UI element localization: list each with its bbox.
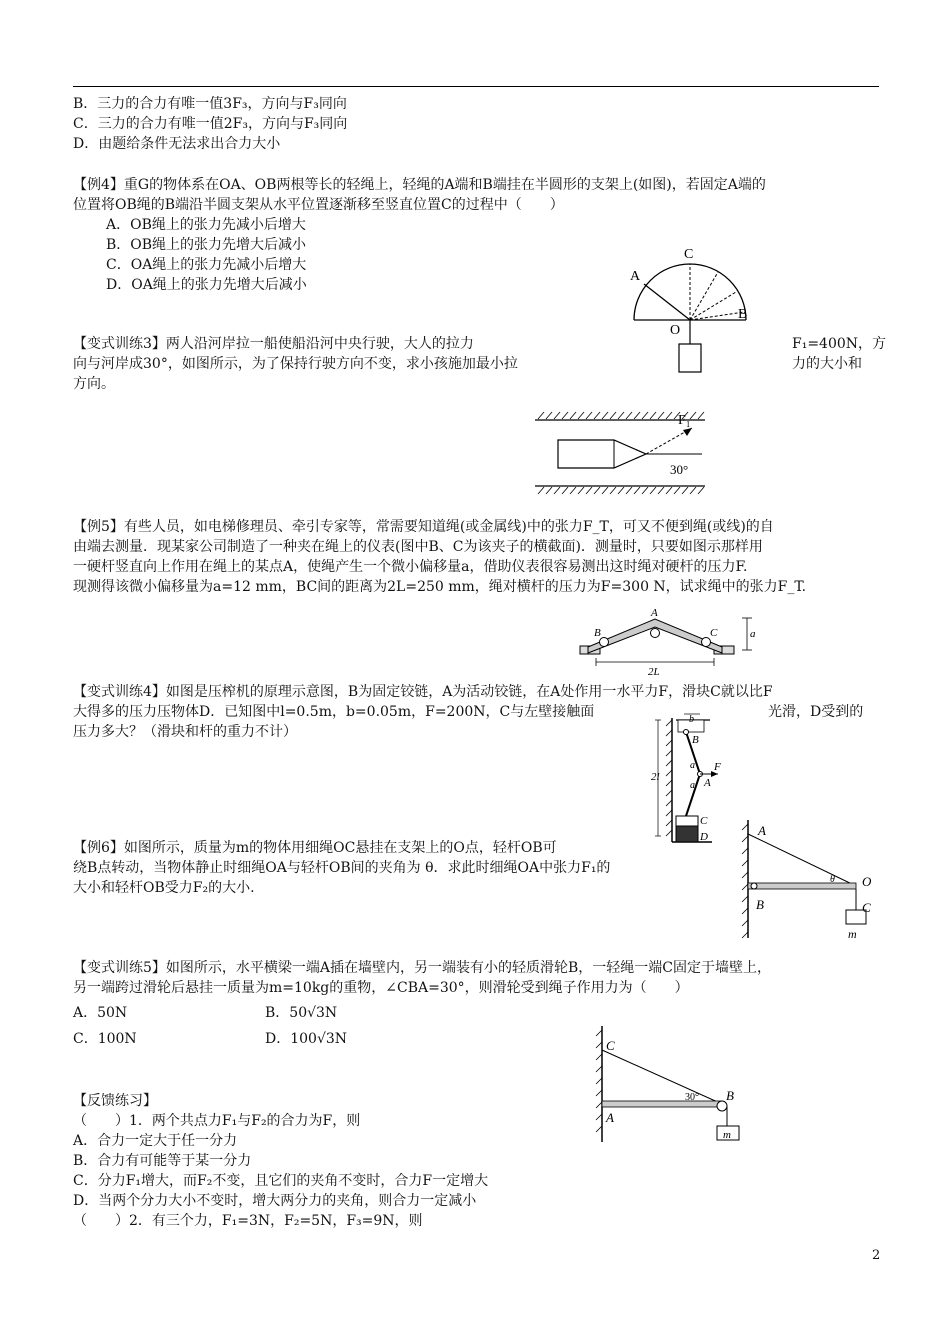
pulley-beam-figure bbox=[590, 1022, 760, 1146]
label-a-dim-1: a bbox=[690, 760, 695, 771]
feedback-q1-option-a: A．合力一定大于任一分力 bbox=[73, 1133, 238, 1149]
feedback-q1-option-d: D．当两个分力大小不变时，增大两分力的夹角，则合力一定减小 bbox=[73, 1193, 477, 1209]
var5-option-d: D．100√3N bbox=[265, 1031, 348, 1047]
label-a-dim-2: a bbox=[690, 780, 695, 791]
label-2l: 2L bbox=[648, 666, 660, 678]
label-c-slider: C bbox=[700, 815, 708, 827]
label-b-dim: b bbox=[689, 714, 694, 725]
feedback-title: 【反馈练习】 bbox=[73, 1093, 157, 1109]
label-a: A bbox=[630, 269, 641, 284]
feedback-q2: （ ）2．有三个力，F₁=3N，F₂=5N，F₃=9N，则 bbox=[73, 1213, 423, 1229]
label-c: C bbox=[862, 900, 871, 915]
label-angle-30: 30° bbox=[670, 462, 689, 477]
var4-line3: 压力多大？（滑块和杆的重力不计） bbox=[73, 724, 297, 740]
ex4-option-a: A．OB绳上的张力先减小后增大 bbox=[106, 217, 306, 233]
ex5-line3: 一硬杆竖直向上作用在绳上的某点A，使绳产生一个微小偏移量a，借助仪表很容易测出这时绳对硬杆的压力F. bbox=[73, 559, 748, 575]
var5-option-a: A．50N bbox=[73, 1005, 128, 1021]
ex4-stem-line1: 【例4】重G的物体系在OA、OB两根等长的轻绳上，轻绳的A端和B端挂在半圆形的支架上(如图)，若固定A端的 bbox=[73, 177, 766, 193]
var4-line1: 【变式训练4】如图是压榨机的原理示意图，B为固定铰链，A为活动铰链，在A处作用一水平力F，滑块C就以比F bbox=[73, 684, 773, 700]
label-b: B bbox=[738, 307, 748, 322]
label-theta: θ bbox=[830, 874, 835, 885]
header-rule bbox=[73, 86, 879, 87]
feedback-q1-option-b: B．合力有可能等于某一分力 bbox=[73, 1153, 252, 1169]
var3-line1b: F₁=400N，方 bbox=[792, 336, 887, 352]
label-c: C bbox=[606, 1038, 615, 1053]
var3-line3: 方向。 bbox=[73, 376, 115, 392]
var3-line2b: 力的大小和 bbox=[792, 356, 862, 372]
ex5-line2: 由端去测量．现某家公司制造了一种夹在绳上的仪表(图中B、C为该夹子的横截面)．测量时，只要如图示那样用 bbox=[73, 539, 763, 555]
page-number: 2 bbox=[872, 1248, 881, 1263]
ex5-line4: 现测得该微小偏移量为a=12 mm，BC间的距离为2L=250 mm，绳对横杆的压力为F=300 N，试求绳中的张力F_T. bbox=[73, 579, 807, 595]
label-d-object: D bbox=[700, 831, 708, 843]
ex6-line3: 大小和轻杆OB受力F₂的大小. bbox=[73, 880, 255, 896]
var5-line2: 另一端跨过滑轮后悬挂一质量为m=10kg的重物，∠CBA=30°，则滑轮受到绳子作用力为（ ） bbox=[73, 980, 689, 996]
ex4-option-d: D．OA绳上的张力先增大后减小 bbox=[106, 277, 307, 293]
feedback-q1: （ ）1．两个共点力F₁与F₂的合力为F，则 bbox=[73, 1113, 361, 1129]
press-machine-figure bbox=[652, 710, 742, 845]
var5-option-b: B．50√3N bbox=[265, 1005, 338, 1021]
ex4-option-c: C．OA绳上的张力先减小后增大 bbox=[106, 257, 307, 273]
label-2l: 2l bbox=[651, 771, 660, 783]
label-b-hinge: B bbox=[692, 734, 699, 746]
label-b: B bbox=[726, 1088, 734, 1103]
label-a-offset: a bbox=[750, 628, 756, 640]
label-f: F bbox=[714, 761, 721, 773]
feedback-q1-option-c: C．分力F₁增大，而F₂不变，且它们的夹角不变时，合力F一定增大 bbox=[73, 1173, 489, 1189]
label-angle-30: 30° bbox=[685, 1092, 699, 1103]
label-a: A bbox=[758, 823, 766, 838]
option-b: B．三力的合力有唯一值3F₃，方向与F₃同向 bbox=[73, 96, 347, 112]
semicircle-frame-figure bbox=[620, 240, 760, 380]
label-f1: F₁ bbox=[678, 413, 691, 428]
label-b: B bbox=[756, 897, 764, 912]
tension-meter-figure bbox=[570, 605, 770, 680]
label-c: C bbox=[684, 247, 694, 262]
label-m: m bbox=[723, 1129, 731, 1141]
var5-line1: 【变式训练5】如图所示，水平横梁一端A插在墙壁内，另一端装有小的轻质滑轮B，一轻绳一端C固定于墙壁上， bbox=[73, 960, 772, 976]
ex4-stem-line2: 位置将OB绳的B端沿半圆支架从水平位置逐渐移至竖直位置C的过程中（ ） bbox=[73, 197, 564, 213]
ex6-line1: 【例6】如图所示，质量为m的物体用细绳OC悬挂在支架上的O点，轻杆OB可 bbox=[73, 840, 557, 856]
label-o: O bbox=[862, 874, 872, 889]
var4-line2a: 大得多的压力压物体D．已知图中l=0.5m，b=0.05m，F=200N，C与左壁接触面 bbox=[73, 704, 595, 720]
label-c: C bbox=[710, 627, 718, 639]
option-d: D．由题给条件无法求出合力大小 bbox=[73, 136, 281, 152]
label-b: B bbox=[594, 627, 601, 639]
bracket-figure bbox=[738, 818, 888, 944]
var3-line2a: 向与河岸成30°，如图所示，为了保持行驶方向不变，求小孩施加最小拉 bbox=[73, 356, 518, 372]
var5-option-c: C．100N bbox=[73, 1031, 137, 1047]
var3-line1a: 【变式训练3】两人沿河岸拉一船使船沿河中央行驶，大人的拉力 bbox=[73, 336, 474, 352]
label-a: A bbox=[606, 1110, 614, 1125]
option-c: C．三力的合力有唯一值2F₃，方向与F₃同向 bbox=[73, 116, 348, 132]
label-o: O bbox=[670, 323, 681, 338]
ex4-option-b: B．OB绳上的张力先增大后减小 bbox=[106, 237, 307, 253]
ex6-line2: 绕B点转动，当物体静止时细绳OA与轻杆OB间的夹角为 θ．求此时细绳OA中张力F₁的 bbox=[73, 860, 611, 876]
ex5-line1: 【例5】有些人员，如电梯修理员、牵引专家等，常需要知道绳(或金属线)中的张力F_T，可又不便到绳(或线)的自 bbox=[73, 519, 774, 535]
label-a-top: A bbox=[651, 607, 658, 619]
label-a-hinge: A bbox=[704, 777, 711, 789]
label-m: m bbox=[848, 927, 857, 941]
boat-towing-figure bbox=[530, 400, 710, 500]
var4-line2b: 光滑，D受到的 bbox=[768, 704, 864, 720]
